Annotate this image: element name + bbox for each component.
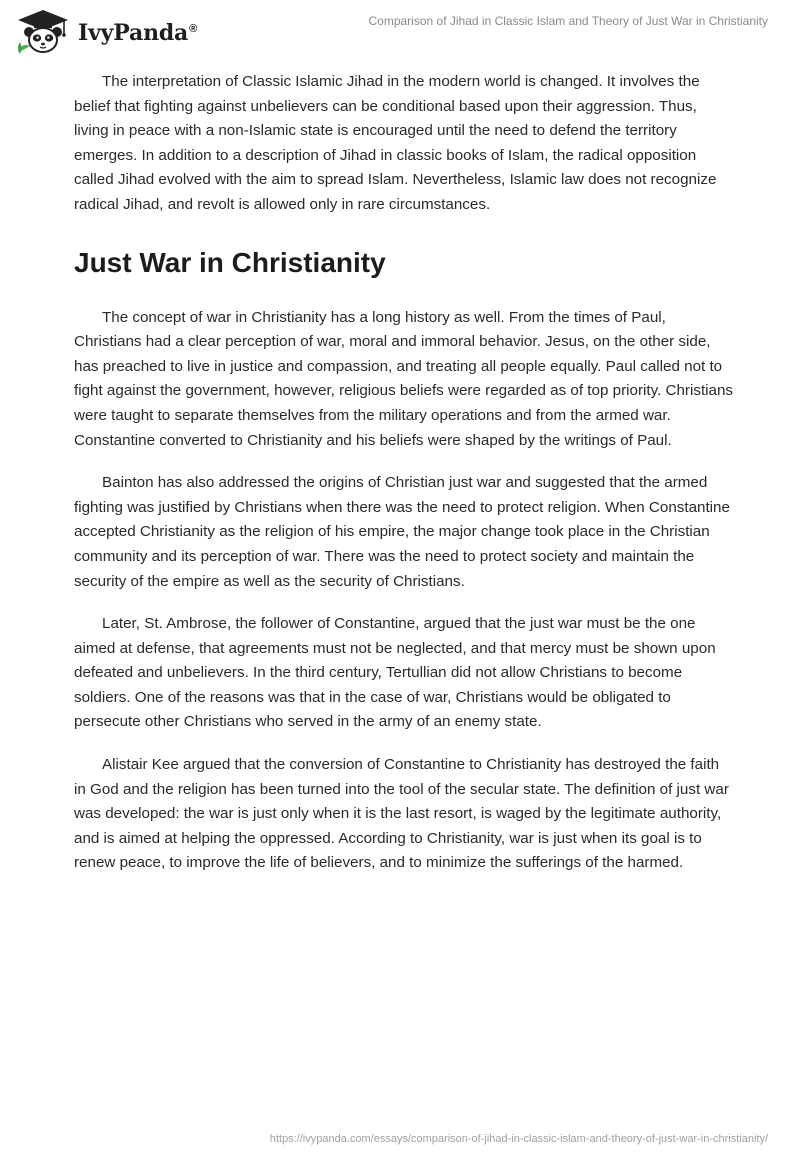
document-title: Comparison of Jihad in Classic Islam and Theory of Just War in Christianity: [368, 14, 768, 28]
section-paragraph: The concept of war in Christianity has a long history as well. From the times of Paul, Christians had a clear perception of war, moral and immoral behavior. Jesus, on the other side, has preached to live in justice and compassion, and treating all people equally. Paul called not to fight against the government, however, religious beliefs were regarded as of top priority. Christians were taught to separate themselves from the military operations and from the armed war. Constantine converted to Christianity and his beliefs were shaped by the writings of Paul.: [74, 308, 734, 449]
page-header: [0, 0, 800, 64]
intro-paragraph: The interpretation of Classic Islamic Jihad in the modern world is changed. It involves the belief that fighting against unbelievers can be conditional based upon their aggression. Thus, living in peace with a non-Islamic state is encouraged until the need to defend the territory emerges. In addition to a description of Jihad in classic books of Islam, the radical opposition called Jihad evolved with the aim to spread Islam. Nevertheless, Islamic law does not recognize radical Jihad, and revolt is allowed only in rare circumstances.: [74, 73, 717, 213]
section-paragraph: Later, St. Ambrose, the follower of Constantine, argued that the just war must be the one aimed at defense, that agreements must not be neglected, and that mercy must be shown upon defeated and unbelievers. In the third century, Tertullian did not allow Christians to become soldiers. One of the reasons was that in the case of war, Christians would be obligated to persecute other Christians who served in the army of an enemy state.: [74, 615, 716, 731]
registered-mark: ®: [189, 22, 198, 35]
brand-logo[interactable]: [14, 8, 197, 56]
brand-name: IvyPanda®: [78, 20, 198, 46]
source-url[interactable]: https://ivypanda.com/essays/comparison-of-jihad-in-classic-islam-and-theory-of-just-war-in-christianity/: [269, 1133, 768, 1145]
article-body: [74, 70, 734, 894]
section-heading: Just War in Christianity: [74, 246, 386, 278]
panda-graduate-icon: [14, 8, 72, 56]
section-paragraph: Alistair Kee argued that the conversion of Constantine to Christianity has destroyed the faith in God and the religion has been turned into the tool of the secular state. The definition of just war was developed: the war is just only when it is the last resort, is waged by the legitimate authority, and is aimed at helping the oppressed. According to Christianity, war is just when its goal is to renew peace, to improve the life of believers, and to minimize the sufferings of the harmed.: [74, 756, 729, 872]
section-paragraph: Bainton has also addressed the origins of Christian just war and suggested that the armed fighting was justified by Christians when there was the need to protect religion. When Constantine accepted Christianity as the religion of his empire, the major change took place in the Christian community and its perception of war. There was the need to protect society and maintain the security of the empire as well as the security of Christians.: [74, 474, 730, 590]
